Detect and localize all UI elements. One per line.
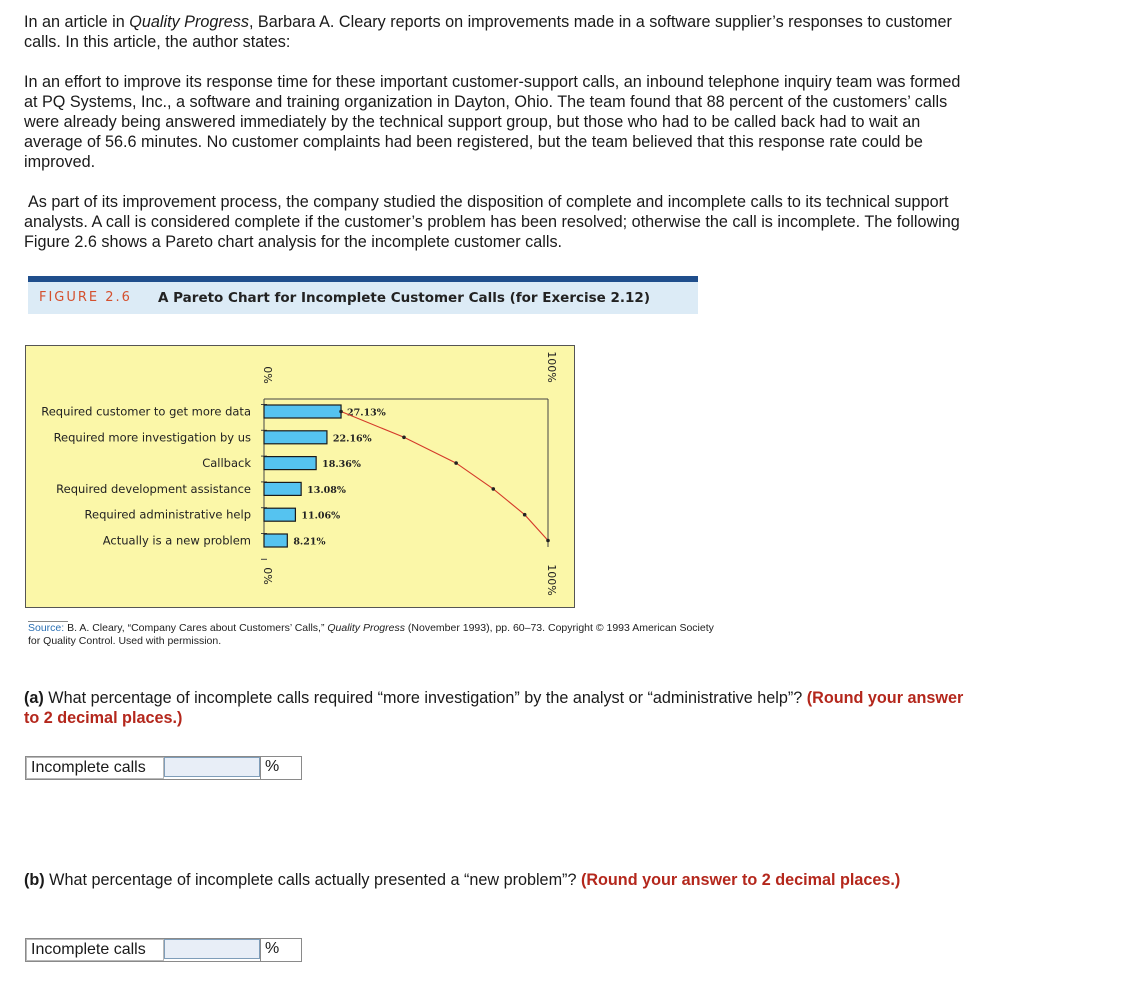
category-label: Actually is a new problem bbox=[102, 533, 251, 548]
cumulative-point bbox=[546, 539, 550, 543]
category-label: Required administrative help bbox=[84, 507, 251, 522]
bar bbox=[264, 405, 341, 418]
axis-label-right-top: 100% bbox=[545, 351, 558, 383]
source-text-before: B. A. Cleary, “Company Cares about Customers’ Calls,” bbox=[64, 622, 328, 634]
bar bbox=[264, 508, 295, 521]
cumulative-point bbox=[491, 487, 495, 491]
value-label: 13.08% bbox=[307, 484, 346, 496]
question-b-text: What percentage of incomplete calls actually presented a “new problem”? bbox=[44, 871, 581, 889]
answer-a-row bbox=[25, 756, 302, 780]
source-text-after: (November 1993), pp. 60–73. Copyright © 1993 American Society for Quality Control. Used with permission. bbox=[28, 622, 714, 647]
cumulative-point bbox=[523, 513, 527, 517]
value-label: 18.36% bbox=[322, 459, 361, 471]
answer-b-unit: % bbox=[260, 939, 301, 961]
source-label: Source: bbox=[28, 622, 65, 634]
figure-title: A Pareto Chart for Incomplete Customer Calls (for Exercise 2.12) bbox=[158, 290, 650, 306]
question-b-hint: (Round your answer to 2 decimal places.) bbox=[580, 871, 901, 889]
bar bbox=[264, 482, 301, 495]
question-a-prefix: (a) bbox=[24, 689, 44, 707]
figure-source bbox=[28, 622, 728, 648]
cumulative-point bbox=[454, 461, 458, 465]
category-label: Required more investigation by us bbox=[53, 430, 251, 445]
value-label: 8.21% bbox=[293, 536, 326, 548]
axis-label-right-bottom: 100% bbox=[545, 564, 558, 596]
category-label: Callback bbox=[202, 456, 251, 471]
answer-b-input[interactable] bbox=[164, 939, 260, 959]
answer-b-label: Incomplete calls bbox=[26, 939, 164, 961]
value-label: 11.06% bbox=[301, 510, 341, 522]
bar bbox=[264, 534, 287, 547]
quote-paragraph: In an effort to improve its response time for these important customer-support calls, an inbound telephone inquiry team was formed at PQ Systems, Inc., a software and training organization in Dayton, Ohio. The team found that 88 percent of the customers’ calls were already being answered immediately by the technical support group, but those who had to be called back had to wait an average of 56.6 minutes. No customer complaints had been registered, but the team believed that this response rate could be improved. bbox=[24, 73, 961, 171]
bar bbox=[264, 457, 316, 470]
process-paragraph bbox=[24, 192, 969, 252]
cumulative-point bbox=[339, 410, 343, 414]
axis-label-left-top: 0% bbox=[261, 366, 274, 384]
process-text: As part of its improvement process, the company studied the disposition of complete and incomplete calls to its technical support analysts. A call is considered complete if the customer’s problem has been resolved; otherwise the call is incomplete. The following Figure 2.6 shows a Pareto chart analysis for the incomplete customer calls. bbox=[24, 193, 960, 251]
question-a-text: What percentage of incomplete calls required “more investigation” by the analyst or “administrative help”? bbox=[43, 689, 807, 707]
chart-background bbox=[26, 346, 575, 608]
value-label: 27.13% bbox=[347, 407, 386, 419]
question-a-hint: (Round your answer to 2 decimal places.) bbox=[24, 689, 964, 727]
source-journal: Quality Progress bbox=[327, 622, 405, 634]
category-label: Required development assistance bbox=[56, 481, 251, 496]
intro-text-after: , Barbara A. Cleary reports on improvements made in a software supplier’s responses to customer calls. In this article, the author states: bbox=[24, 13, 952, 51]
pareto-chart bbox=[25, 345, 576, 609]
bar bbox=[264, 431, 327, 444]
answer-a-unit: % bbox=[260, 757, 301, 779]
figure-header bbox=[28, 282, 698, 314]
intro-paragraph bbox=[24, 12, 969, 52]
answer-a-label: Incomplete calls bbox=[26, 757, 164, 779]
question-b-prefix: (b) bbox=[24, 871, 45, 889]
category-label: Required customer to get more data bbox=[41, 404, 251, 419]
answer-a-input[interactable] bbox=[164, 757, 260, 777]
question-a bbox=[24, 688, 969, 728]
axis-label-left-bottom: 0% bbox=[261, 567, 274, 585]
intro-text-before: In an article in bbox=[24, 13, 130, 31]
cumulative-point bbox=[402, 436, 406, 440]
value-label: 22.16% bbox=[332, 433, 372, 445]
question-b bbox=[24, 870, 969, 890]
intro-journal-name: Quality Progress bbox=[129, 13, 249, 31]
figure-label: FIGURE 2.6 bbox=[39, 290, 132, 305]
answer-b-row bbox=[25, 938, 302, 962]
